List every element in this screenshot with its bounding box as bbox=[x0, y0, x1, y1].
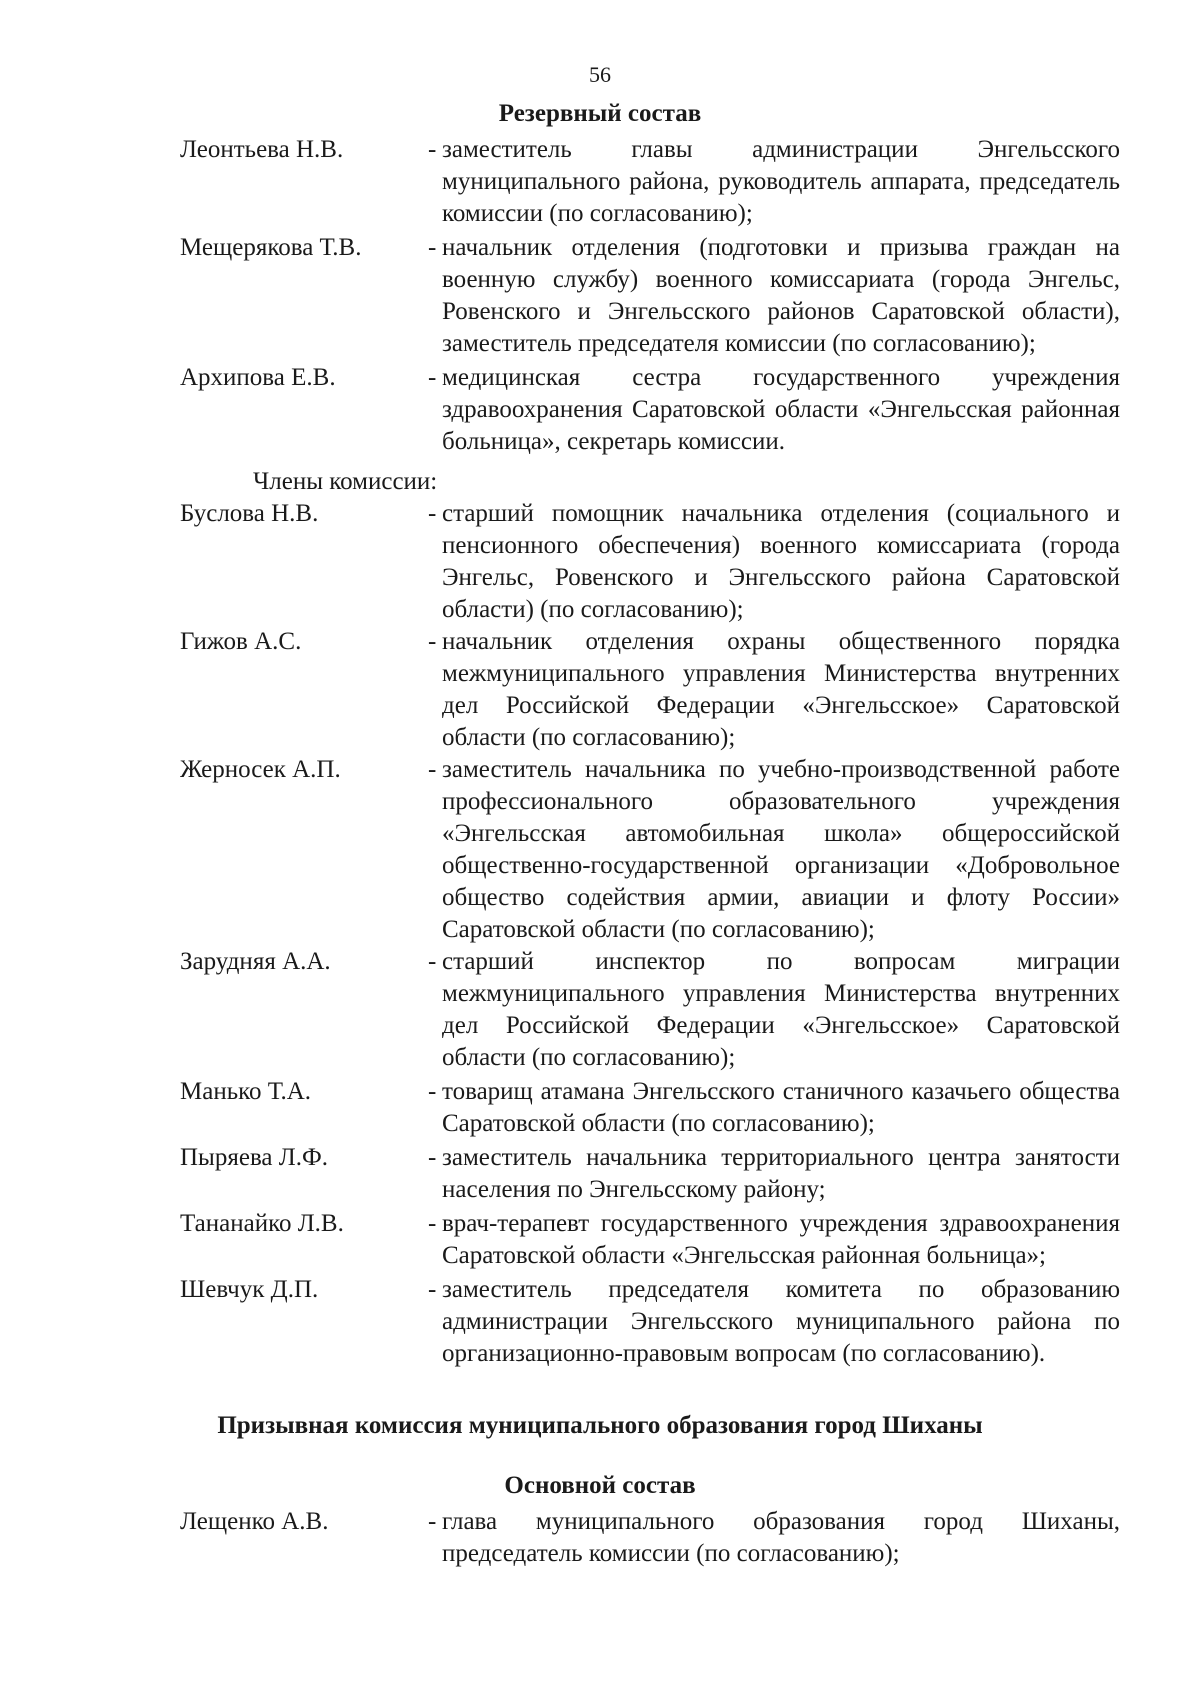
person-row bbox=[180, 1142, 1120, 1206]
dash: - bbox=[428, 136, 437, 163]
dash: - bbox=[428, 500, 437, 527]
dash: - bbox=[428, 1508, 437, 1535]
person-row bbox=[180, 498, 1120, 626]
person-name: Пыряева Л.Ф. bbox=[180, 1144, 328, 1171]
person-row bbox=[180, 626, 1120, 754]
person-role-text: заместитель начальника территориального центра занятости населения по Энгельсскому району; bbox=[442, 1144, 1120, 1203]
person-row bbox=[180, 1076, 1120, 1140]
person-role bbox=[420, 362, 1120, 458]
person-role-text: глава муниципального образования город Шиханы, председатель комиссии (по согласованию); bbox=[442, 1508, 1120, 1567]
person-row bbox=[180, 1506, 1120, 1570]
person-role-text: начальник отделения охраны общественного порядка межмуниципального управления Министерства внутренних дел Российской Федерации «Энгельсское» Саратовской области (по согласованию); bbox=[442, 628, 1120, 751]
person-role bbox=[420, 946, 1120, 1074]
person-role bbox=[420, 1076, 1120, 1140]
person-name: Буслова Н.В. bbox=[180, 500, 319, 527]
person-role bbox=[420, 134, 1120, 230]
reserve-list bbox=[180, 134, 1120, 458]
person-row bbox=[180, 1274, 1120, 1370]
dash: - bbox=[428, 1078, 437, 1105]
person-role bbox=[420, 498, 1120, 626]
dash: - bbox=[428, 1276, 437, 1303]
dash: - bbox=[428, 1144, 437, 1171]
person-role-text: начальник отделения (подготовки и призыва граждан на военную службу) военного комиссариата (города Энгельс, Ровенского и Энгельсского районов Саратовской области), заместитель председателя комиссии (по согласованию); bbox=[442, 234, 1120, 357]
person-row bbox=[180, 1208, 1120, 1272]
person-role-text: старший инспектор по вопросам миграции межмуниципального управления Министерства внутренних дел Российской Федерации «Энгельсское» Саратовской области (по согласованию); bbox=[442, 948, 1120, 1071]
person-row bbox=[180, 946, 1120, 1074]
person-row bbox=[180, 754, 1120, 946]
dash: - bbox=[428, 756, 437, 783]
dash: - bbox=[428, 628, 437, 655]
person-role bbox=[420, 232, 1120, 360]
person-name: Зарудняя А.А. bbox=[180, 948, 331, 975]
person-name: Тананайко Л.В. bbox=[180, 1210, 344, 1237]
person-role-text: врач-терапевт государственного учреждения здравоохранения Саратовской области «Энгельсская районная больница»; bbox=[442, 1210, 1120, 1269]
person-role bbox=[420, 754, 1120, 946]
reserve-heading: Резервный состав bbox=[498, 100, 702, 127]
person-row bbox=[180, 232, 1120, 360]
person-name: Жерносек А.П. bbox=[180, 756, 341, 783]
person-name: Гижов А.С. bbox=[180, 628, 302, 655]
person-role bbox=[420, 1142, 1120, 1206]
person-role bbox=[420, 1274, 1120, 1370]
person-role bbox=[420, 626, 1120, 754]
person-role-text: старший помощник начальника отделения (социального и пенсионного обеспечения) военного комиссариата (города Энгельс, Ровенского и Энгельсского района Саратовской области) (по согласованию); bbox=[442, 500, 1120, 623]
person-role-text: заместитель начальника по учебно-производственной работе профессионального образовательного учреждения «Энгельсская автомобильная школа» общероссийской общественно-государственной организации «Добровольное общество содействия армии, авиации и флоту России» Саратовской области (по согласованию); bbox=[442, 756, 1120, 943]
person-name: Лещенко А.В. bbox=[180, 1508, 329, 1535]
person-role-text: заместитель председателя комитета по образованию администрации Энгельсского муниципального района по организационно-правовым вопросам (по согласованию). bbox=[442, 1276, 1120, 1367]
person-name: Манько Т.А. bbox=[180, 1078, 312, 1105]
person-name: Леонтьева Н.В. bbox=[180, 136, 344, 163]
commission-heading: Призывная комиссия муниципального образования город Шиханы bbox=[217, 1412, 983, 1439]
dash: - bbox=[428, 948, 437, 975]
person-role bbox=[420, 1506, 1120, 1570]
person-name: Мещерякова Т.В. bbox=[180, 234, 362, 261]
members-list bbox=[180, 498, 1120, 1370]
person-name: Шевчук Д.П. bbox=[180, 1276, 319, 1303]
page-number: 56 bbox=[589, 62, 611, 87]
person-name: Архипова Е.В. bbox=[180, 364, 336, 391]
dash: - bbox=[428, 364, 437, 391]
person-row bbox=[180, 134, 1120, 230]
main-list bbox=[180, 1506, 1120, 1570]
members-label: Члены комиссии: bbox=[253, 468, 438, 495]
dash: - bbox=[428, 234, 437, 261]
dash: - bbox=[428, 1210, 437, 1237]
person-row bbox=[180, 362, 1120, 458]
person-role-text: заместитель главы администрации Энгельсского муниципального района, руководитель аппарата, председатель комиссии (по согласованию); bbox=[442, 136, 1120, 227]
main-heading: Основной состав bbox=[504, 1472, 696, 1499]
person-role bbox=[420, 1208, 1120, 1272]
person-role-text: товарищ атамана Энгельсского станичного казачьего общества Саратовской области (по согласованию); bbox=[442, 1078, 1120, 1137]
person-role-text: медицинская сестра государственного учреждения здравоохранения Саратовской области «Энгельсская районная больница», секретарь комиссии. bbox=[442, 364, 1120, 455]
